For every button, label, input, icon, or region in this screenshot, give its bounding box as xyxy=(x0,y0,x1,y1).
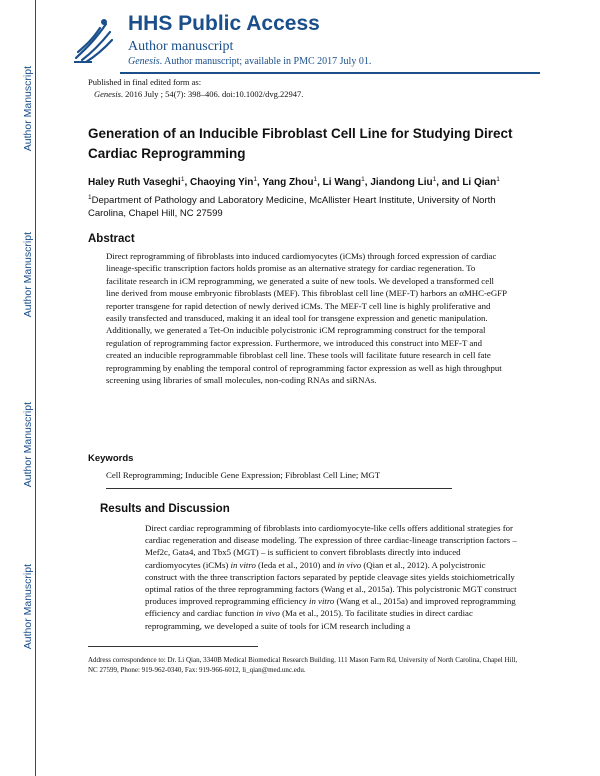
keywords-rule xyxy=(106,488,452,489)
citation-text: . 2016 July ; 54(7): 398–406. doi:10.1002/dvg.22947. xyxy=(120,89,304,99)
results-text: (Qian et al., 2012). A polycistronic construct with the three transcription factors separated by peptide cleavage sites yields stoichiometrically optimal ratios of the three reprogramming factors (Wang et al., 2015a). This polycistronic MGT construct produces improved reprogramming efficiency xyxy=(145,559,517,607)
author-separator: , xyxy=(317,177,323,188)
author-affiliation-mark: 1 xyxy=(361,176,365,183)
author-name: Yang Zhou xyxy=(262,177,314,188)
results-text: Direct cardiac reprogramming of fibroblasts into cardiomyocyte-like cells offers additional strategies for cardiac regeneration and disease modeling. The expression of three cardiac-lineage transcription factors – Mef2c, Gata4, and Tbx5 (MGT) – is sufficient to convert fibroblasts directly into induced cardiomyocytes (iCMs) xyxy=(145,523,517,570)
margin-label-2: Author Manuscript xyxy=(22,232,34,318)
margin-label-1: Author Manuscript xyxy=(22,66,34,152)
affiliation xyxy=(88,191,518,220)
keywords-heading: Keywords xyxy=(88,453,134,464)
author-affiliation-mark: 1 xyxy=(180,176,185,183)
author-name: Li Wang xyxy=(322,177,362,188)
keywords-text: Cell Reprogramming; Inducible Gene Expression; Fibroblast Cell Line; MGT xyxy=(106,470,381,480)
results-text: (Ma et al., 2015). To facilitate studies in direct cardiac reprogramming, we developed a suite of tools for iCM research including a xyxy=(145,608,473,631)
results-italic: in vivo xyxy=(256,608,280,619)
results-paragraph xyxy=(145,522,517,632)
author-affiliation-mark: 1 xyxy=(432,176,437,183)
citation xyxy=(94,89,303,99)
article-title: Generation of an Inducible Fibroblast Cell Line for Studying Direct Cardiac Reprogramming xyxy=(88,126,513,161)
results-heading: Results and Discussion xyxy=(100,503,230,515)
results-text: (Wang et al., 2015a) and improved reprogramming efficiency and cardiac function xyxy=(145,596,516,619)
hhs-eagle-icon xyxy=(70,14,116,66)
author-name: Li Qian xyxy=(462,177,497,188)
author-affiliation-mark: 1 xyxy=(496,176,500,183)
author-separator: , xyxy=(184,177,190,188)
results-italic: in vivo xyxy=(337,559,362,570)
availability-text: . Author manuscript; available in PMC 2017 July 01. xyxy=(159,56,372,67)
results-italic: in vitro xyxy=(309,596,335,607)
availability-line xyxy=(128,56,371,67)
author-separator: , xyxy=(256,177,263,188)
footnote-rule xyxy=(88,646,258,647)
author-list xyxy=(88,176,500,188)
author-separator: , xyxy=(364,177,371,188)
abstract-heading: Abstract xyxy=(88,233,135,245)
author-separator: , and xyxy=(436,177,463,188)
author-name: Jiandong Liu xyxy=(370,177,433,188)
correspondence-footnote: Address correspondence to: Dr. Li Qian, 3340B Medical Biomedical Research Building, 111 Mason Farm Rd, University of North Carolina, Chapel Hill, NC 27599, Phone: 919-962-0340, Fax: 919-966-6012, li_qian@med.unc.edu. xyxy=(88,656,518,674)
author-affiliation-mark: 1 xyxy=(313,176,318,183)
results-text: (Ieda et al., 2010) and xyxy=(255,559,338,570)
published-label: Published in final edited form as: xyxy=(88,77,202,87)
author-affiliation-mark: 1 xyxy=(253,176,257,183)
margin-band xyxy=(0,0,68,776)
margin-label-4: Author Manuscript xyxy=(22,564,34,650)
affiliation-number: 1 xyxy=(88,194,92,201)
hhs-title: HHS Public Access xyxy=(128,12,320,35)
author-name: Haley Ruth Vaseghi xyxy=(88,177,181,188)
affiliation-text: Department of Pathology and Laboratory Medicine, McAllister Heart Institute, University of North Carolina, Chapel Hill, NC 27599 xyxy=(88,195,496,219)
results-italic: in vitro xyxy=(230,559,256,570)
abstract-text: Direct reprogramming of fibroblasts into induced cardiomyocytes (iCMs) through forced expression of cardiac lineage-specific transcription factors holds promise as an alternative strategy for cardiac regeneration. To facilitate research in iCM reprogramming, we generated a suite of new tools. We developed a transformed cell line derived from mouse embryonic fibroblasts (MEF). This fibroblast cell line (MEF-T) harbors an αMHC-eGFP reporter transgene for rapid detection of newly derived iCMs. The MEF-T cell line is highly proliferative and easily transfected and transduced, making it an ideal tool for transgene expression and genetic manipulation. Additionally, we generated a Tet-On inducible polycistronic iCM reprogramming construct for the temporal regulation of reprogramming factor expression. Furthermore, we introduced this construct into MEF-T and created an inducible reprogrammable fibroblast cell line. These tools will facilitate future research in cell fate reprogramming by enabling the temporal control of reprogramming factor expression as well as high throughput screening using libraries of small molecules, non-coding RNAs and siRNAs. xyxy=(106,251,507,386)
citation-journal: Genesis xyxy=(94,89,121,99)
margin-label-3: Author Manuscript xyxy=(22,402,34,488)
availability-journal: Genesis xyxy=(128,56,160,67)
author-name: Chaoying Yin xyxy=(190,177,254,188)
header-rule xyxy=(120,72,540,74)
author-manuscript-label: Author manuscript xyxy=(128,39,234,54)
